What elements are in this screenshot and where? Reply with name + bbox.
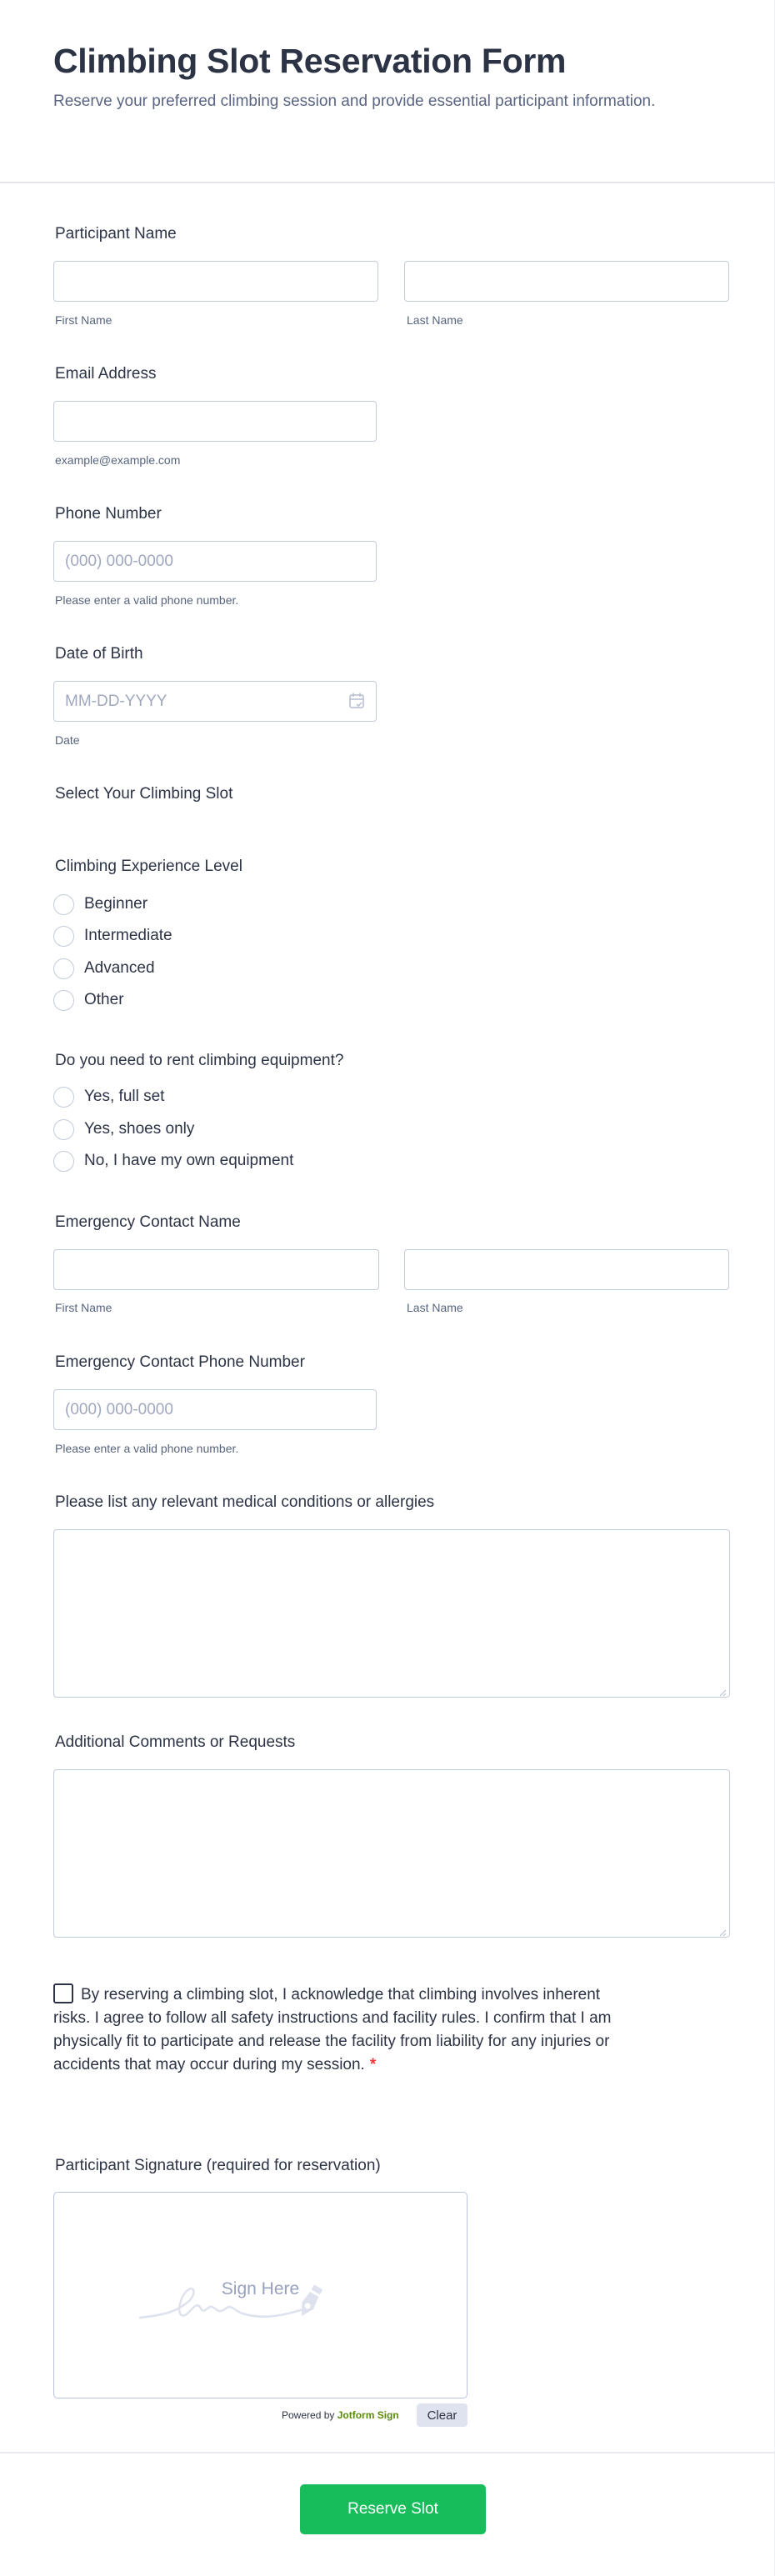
medical-textarea[interactable] [53, 1529, 730, 1698]
consent-text: By reserving a climbing slot, I acknowledge that climbing involves inherent risks. I agree to follow all safety instructions and facility rules. I confirm that I am physically fit to participate and release the facility from liability for any injuries or accidents that may occur during my session. [53, 1986, 612, 2073]
dob-field[interactable] [53, 681, 377, 722]
dob-sublabel: Date [55, 733, 80, 747]
phone-label: Phone Number [55, 505, 162, 523]
radio-label: Intermediate [84, 927, 172, 944]
experience-option-beginner[interactable] [53, 893, 148, 916]
participant-first-name-input[interactable] [53, 261, 378, 302]
radio-label: Yes, shoes only [84, 1120, 195, 1138]
signature-pad[interactable] [53, 2192, 468, 2398]
signature-label: Participant Signature (required for reservation) [55, 2157, 381, 2174]
powered-by [282, 2409, 399, 2421]
radio-label: Advanced [84, 959, 155, 977]
experience-label: Climbing Experience Level [55, 858, 242, 875]
resize-handle-icon[interactable] [718, 1686, 727, 1694]
first-name-sublabel: First Name [55, 313, 112, 327]
radio-label: No, I have my own equipment [84, 1152, 294, 1169]
consent-checkbox[interactable] [53, 1983, 73, 2003]
equipment-option-shoes-only[interactable] [53, 1118, 194, 1141]
experience-option-advanced[interactable] [53, 957, 155, 980]
last-name-sublabel: Last Name [407, 313, 463, 327]
experience-option-other[interactable] [53, 988, 124, 1012]
radio-button[interactable] [53, 894, 74, 915]
email-label: Email Address [55, 365, 157, 383]
radio-button[interactable] [53, 958, 74, 979]
radio-button[interactable] [53, 926, 74, 947]
climbing-slot-label: Select Your Climbing Slot [55, 785, 233, 803]
dob-label: Date of Birth [55, 645, 143, 663]
emergency-phone-input[interactable] [53, 1389, 377, 1430]
medical-label: Please list any relevant medical conditions or allergies [55, 1493, 435, 1511]
radio-button[interactable] [53, 1151, 74, 1172]
resize-handle-icon[interactable] [718, 1926, 727, 1934]
emergency-last-name-input[interactable] [404, 1249, 729, 1290]
powered-by-prefix: Powered by [282, 2409, 335, 2421]
phone-sublabel: Please enter a valid phone number. [55, 593, 239, 607]
calendar-icon[interactable] [348, 692, 365, 710]
radio-label: Yes, full set [84, 1088, 165, 1105]
sign-here-hint: Sign Here [221, 2279, 300, 2298]
emergency-name-label: Emergency Contact Name [55, 1213, 241, 1231]
reserve-slot-button[interactable]: Reserve Slot [300, 2484, 486, 2534]
equipment-option-own[interactable] [53, 1149, 293, 1173]
powered-by-brand[interactable]: Jotform Sign [337, 2409, 399, 2421]
form-header [0, 0, 775, 183]
emergency-first-name-input[interactable] [53, 1249, 379, 1290]
footer-divider [0, 2452, 775, 2453]
phone-input[interactable] [53, 541, 377, 582]
participant-last-name-input[interactable] [404, 261, 729, 302]
email-input[interactable] [53, 401, 377, 442]
radio-button[interactable] [53, 1087, 74, 1108]
radio-label: Other [84, 991, 124, 1008]
emergency-last-name-sublabel: Last Name [407, 1301, 463, 1314]
page-subtitle: Reserve your preferred climbing session and provide essential participant information. [53, 93, 656, 110]
dob-input[interactable] [53, 681, 377, 722]
radio-button[interactable] [53, 990, 74, 1011]
experience-option-intermediate[interactable] [53, 924, 172, 948]
comments-label: Additional Comments or Requests [55, 1733, 296, 1751]
comments-textarea[interactable] [53, 1769, 730, 1938]
participant-name-label: Participant Name [55, 225, 177, 243]
email-sublabel: example@example.com [55, 453, 181, 467]
radio-button[interactable] [53, 1119, 74, 1140]
equipment-option-full-set[interactable] [53, 1085, 164, 1108]
emergency-phone-sublabel: Please enter a valid phone number. [55, 1442, 239, 1455]
consent-field[interactable] [53, 1983, 628, 2077]
radio-label: Beginner [84, 895, 148, 913]
page-title: Climbing Slot Reservation Form [53, 42, 567, 80]
emergency-first-name-sublabel: First Name [55, 1301, 112, 1314]
required-marker: * [369, 2056, 377, 2073]
clear-signature-button[interactable]: Clear [417, 2403, 468, 2427]
emergency-phone-label: Emergency Contact Phone Number [55, 1353, 305, 1371]
equipment-label: Do you need to rent climbing equipment? [55, 1052, 344, 1069]
